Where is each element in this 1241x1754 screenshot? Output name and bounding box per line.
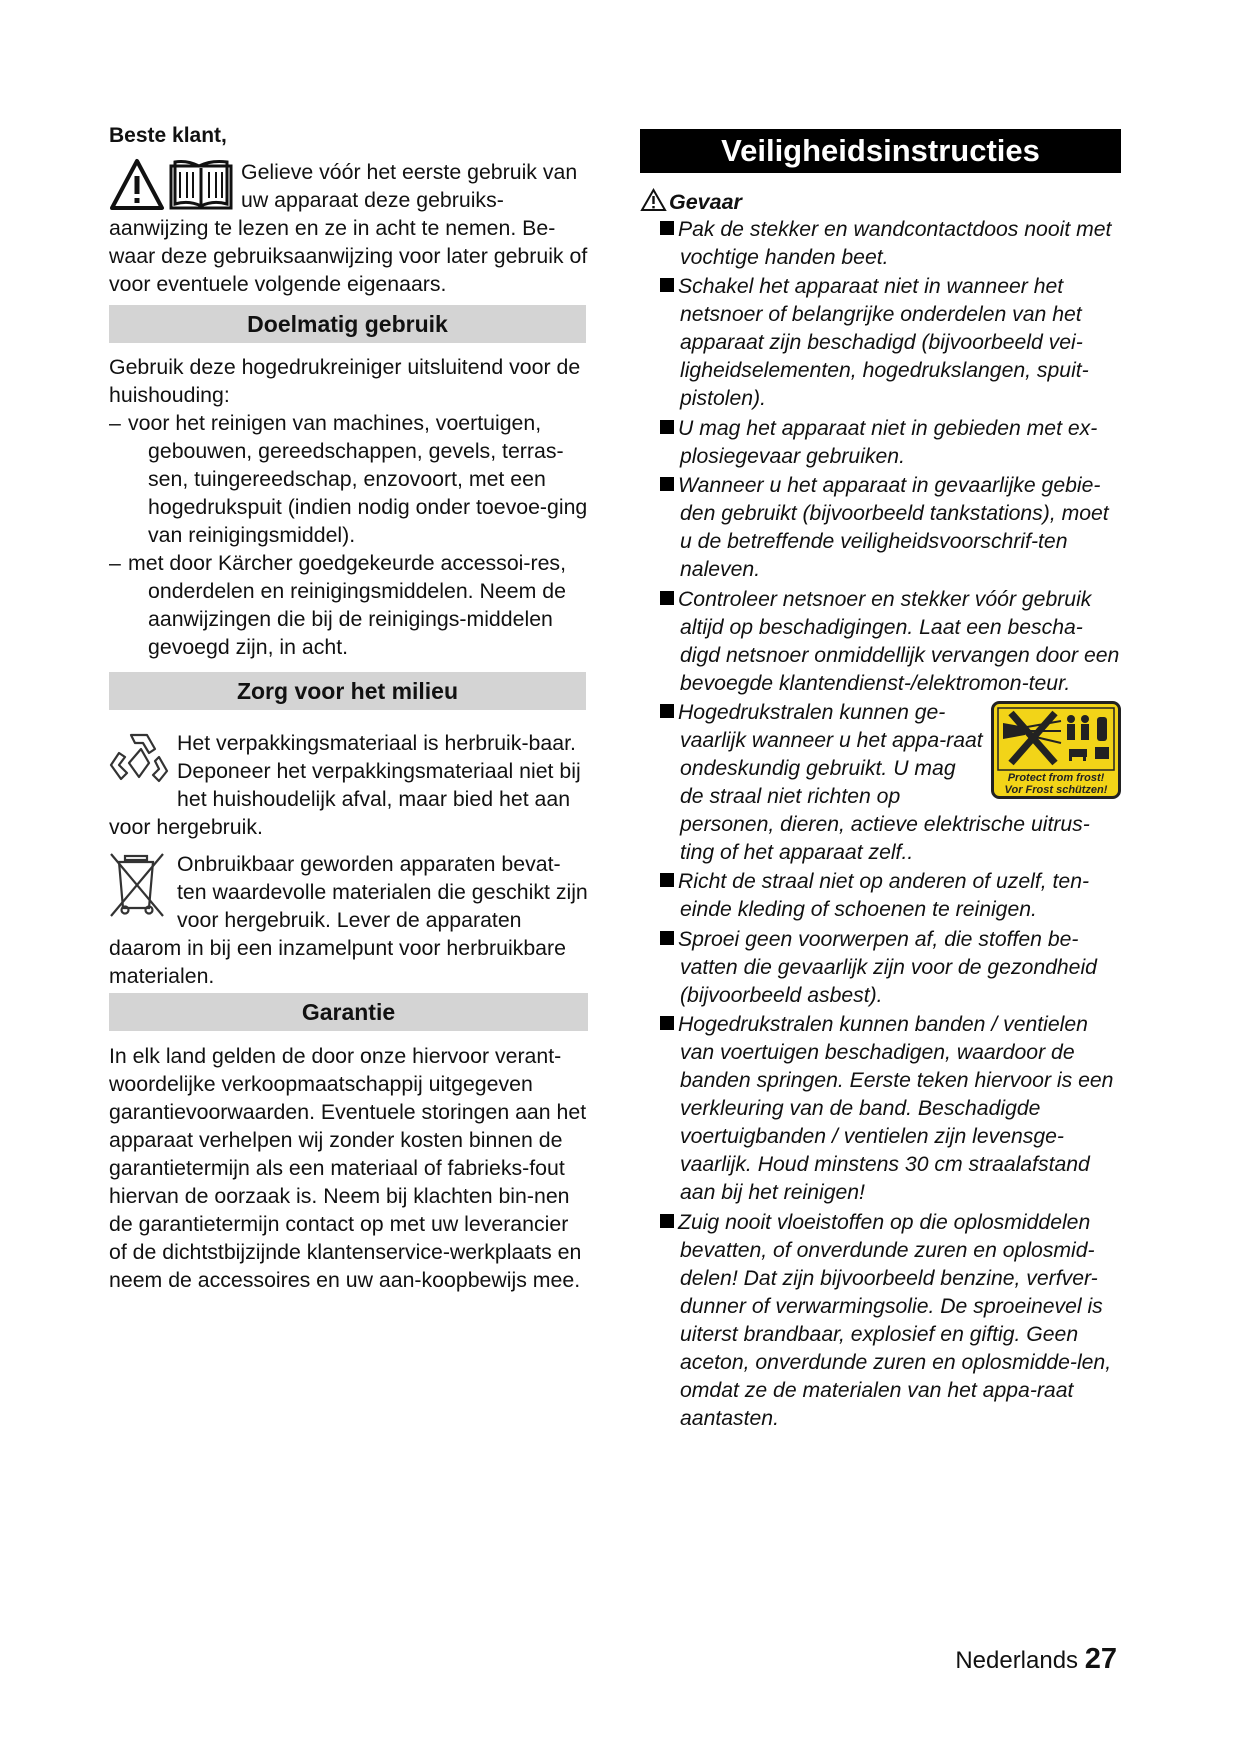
bullet-icon <box>660 1016 674 1030</box>
recycling-icon <box>109 729 169 792</box>
list-item: Pak de stekker en wandcontactdoos nooit met vochtige handen beet. <box>640 216 1121 272</box>
section-use-text: Gebruik deze hogedrukreiniger uitsluitend voor de huishouding: <box>109 355 581 407</box>
packaging-note <box>109 729 590 841</box>
danger-heading <box>640 188 742 216</box>
greeting: Beste klant, <box>109 124 227 147</box>
warning-book-icon <box>109 158 237 214</box>
safety-rules <box>640 216 1121 1434</box>
warning-manual-icons <box>109 158 237 214</box>
page-footer <box>955 1644 1117 1676</box>
frost-warning-label <box>991 701 1121 799</box>
list-item: Hogedrukstralen kunnen banden / ventielen van voertuigen beschadigen, waardoor de banden springen. Eerste teken hiervoor is een verkleuring van de band. Beschadigde voertuigbanden / ventielen zijn levensge-vaarlijk. Houd minstens 30 cm straalafstand aan bij het reinigen! <box>640 1011 1121 1207</box>
list-item: Sproei geen voorwerpen af, die stoffen be-vatten die gevaarlijk zijn voor de gezondheid (bijvoorbeeld asbest). <box>640 926 1121 1010</box>
bullet-icon <box>660 221 674 235</box>
page-number: 27 <box>1084 1643 1117 1675</box>
list-item: Wanneer u het apparaat in gevaarlijke gebie-den gebruikt (bijvoorbeeld tankstations), moet u de betreffende veiligheidsvoorschrif-ten naleven. <box>640 472 1121 584</box>
section-heading-zorg-voor-het-milieu: Zorg voor het milieu <box>109 672 586 710</box>
list-item: Controleer netsnoer en stekker vóór gebruik altijd op beschadigingen. Laat een bescha-digd netsnoer onmiddellijk vervangen door een bevoegde klantendienst-/elektromon-teur. <box>640 586 1121 698</box>
footer-language: Nederlands <box>955 1647 1079 1674</box>
intro-paragraph <box>109 158 590 298</box>
list-item: – voor het reinigen van machines, voertuigen, gebouwen, gereedschappen, gevels, terras-sen, tuingereedschap, enzovoort, met een hogedrukspuit (indien nodig onder toevoe-ging van reinigingsmiddel). <box>109 411 588 547</box>
use-list <box>109 409 590 661</box>
bullet-icon <box>660 591 674 605</box>
safety-title: Veiligheidsinstructies <box>640 129 1121 173</box>
bullet-icon <box>660 931 674 945</box>
list-item: U mag het apparaat niet in gebieden met ex-plosiegevaar gebruiken. <box>640 415 1121 471</box>
intro-text: Gelieve vóór het eerste gebruik van uw apparaat deze gebruiks-aanwijzing te lezen en ze in acht te nemen. Be-waar deze gebruiksaanwijzing voor later gebruik of voor eventuele volgende eigenaars. <box>109 160 588 296</box>
bullet-icon <box>660 278 674 292</box>
list-item: Richt de straal niet op anderen of uzelf, ten-einde kleding of schoenen te reinigen. <box>640 868 1121 924</box>
list-item: Protect from frost! Vor Frost schützen! Hogedrukstralen kunnen ge-vaarlijk wanneer u het appa-raat ondeskundig gebruikt. U mag de straal niet richten op personen, dieren, actieve elektrische uitrus-ting of het apparaat zelf.. <box>640 699 1121 867</box>
danger-label: Gevaar <box>669 190 742 214</box>
list-item: – met door Kärcher goedgekeurde accessoi-res, onderdelen en reinigingsmiddelen. Neem de aanwijzingen die bij de reinigings-middelen gevoegd zijn, in acht. <box>109 551 567 659</box>
devices-note <box>109 850 590 990</box>
warning-icon <box>640 188 667 212</box>
section-use-body <box>109 353 590 661</box>
crossed-bin-icon <box>109 850 165 925</box>
bullet-icon <box>660 1214 674 1228</box>
packaging-text: Het verpakkingsmateriaal is herbruik-baar. Deponeer het verpakkingsmateriaal niet bij het huishoudelijk afval, maar bied het aan voor hergebruik. <box>109 731 581 839</box>
list-item: Zuig nooit vloeistoffen op die oplosmiddelen bevatten, of onverdunde zuren en oplosmid-delen! Dat zijn bijvoorbeeld benzine, verfver-dunner of verwarmingsolie. De sproeinevel is uiterst brandbaar, explosief en giftig. Geen aceton, onverdunde zuren en oplosmidde-len, omdat ze de materialen van het appa-raat aantasten. <box>640 1209 1121 1433</box>
svg-text:Protect from frost!: Protect from frost! <box>1007 771 1105 784</box>
bullet-icon <box>660 477 674 491</box>
bullet-icon <box>660 704 674 718</box>
list-item: Schakel het apparaat niet in wanneer het netsnoer of belangrijke onderdelen van het apparaat zijn beschadigd (bijvoorbeeld vei-ligheidselementen, hogedrukslangen, spuit-pistolen). <box>640 273 1121 413</box>
devices-text: Onbruikbaar geworden apparaten bevat-ten waardevolle materialen die geschikt zijn voor hergebruik. Lever de apparaten daarom in bij een inzamelpunt voor herbruikbare materialen. <box>109 852 588 988</box>
bullet-icon <box>660 420 674 434</box>
section-heading-garantie: Garantie <box>109 993 588 1031</box>
bullet-icon <box>660 873 674 887</box>
svg-text:Vor Frost schützen!: Vor Frost schützen! <box>1004 783 1108 796</box>
section-heading-doelmatig-gebruik: Doelmatig gebruik <box>109 305 586 343</box>
warranty-text: In elk land gelden de door onze hiervoor verant-woordelijke verkoopmaatschappij uitgegeven garantievoorwaarden. Eventuele storingen aan het apparaat verhelpen wij zonder kosten binnen de garantietermijn als een materiaal of fabrieks-fout hiervan de oorzaak is. Neem bij klachten bin-nen de garantietermijn contact op met uw leverancier of de dichtstbijzijnde klantenservice-werkplaats en neem de accessoires en uw aan-koopbewijs mee. <box>109 1044 587 1292</box>
